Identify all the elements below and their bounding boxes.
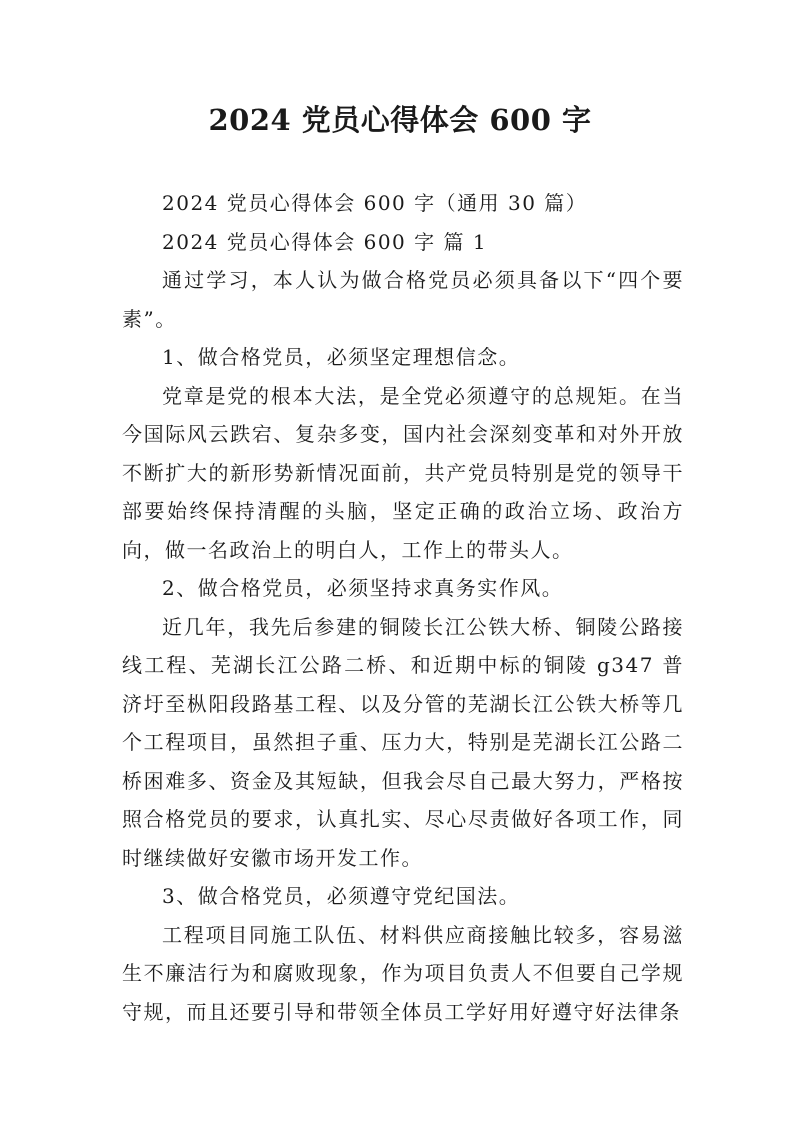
paragraph-subtitle: 2024 党员心得体会 600 字（通用 30 篇） (162, 191, 588, 215)
paragraph-point-2-heading: 2、做合格党员，必须坚持求真务实作风。 (162, 576, 564, 600)
paragraph-point-3-body: 工程项目同施工队伍、材料供应商接触比较多，容易滋生不廉洁行为和腐败现象，作为项目负责人不但要自己学规守规，而且还要引导和带领全体员工学好用好遵守好法律条 (122, 922, 684, 1024)
paragraph-point-2-body: 近几年，我先后参建的铜陵长江公铁大桥、铜陵公路接线工程、芜湖长江公路二桥、和近期中标的铜陵 g347 普济圩至枞阳段路基工程、以及分管的芜湖长江公铁大桥等几个工程项目，虽然担子重、压力大，特别是芜湖长江公路二桥困难多、资金及其短缺，但我会尽自己最大努力，严格按照合格党员的要求，认真扎实、尽心尽责做好各项工作，同时继续做好安徽市场开发工作。 (122, 614, 684, 870)
paragraph-point-1-body: 党章是党的根本大法，是全党必须遵守的总规矩。在当今国际风云跌宕、复杂多变，国内社会深刻变革和对外开放不断扩大的新形势新情况面前，共产党员特别是党的领导干部要始终保持清醒的头脑，坚定正确的政治立场、政治方向，做一名政治上的明白人，工作上的带头人。 (122, 383, 684, 562)
paragraph-article-heading: 2024 党员心得体会 600 字 篇 1 (162, 229, 488, 254)
paragraph-point-3-heading: 3、做合格党员，必须遵守党纪国法。 (162, 884, 521, 908)
paragraph-point-1-heading: 1、做合格党员，必须坚定理想信念。 (162, 345, 521, 369)
document-title: 2024 党员心得体会 600 字 (208, 103, 592, 137)
document-body (122, 184, 684, 1031)
paragraph-intro: 通过学习，本人认为做合格党员必须具备以下“四个要素”。 (122, 268, 684, 331)
